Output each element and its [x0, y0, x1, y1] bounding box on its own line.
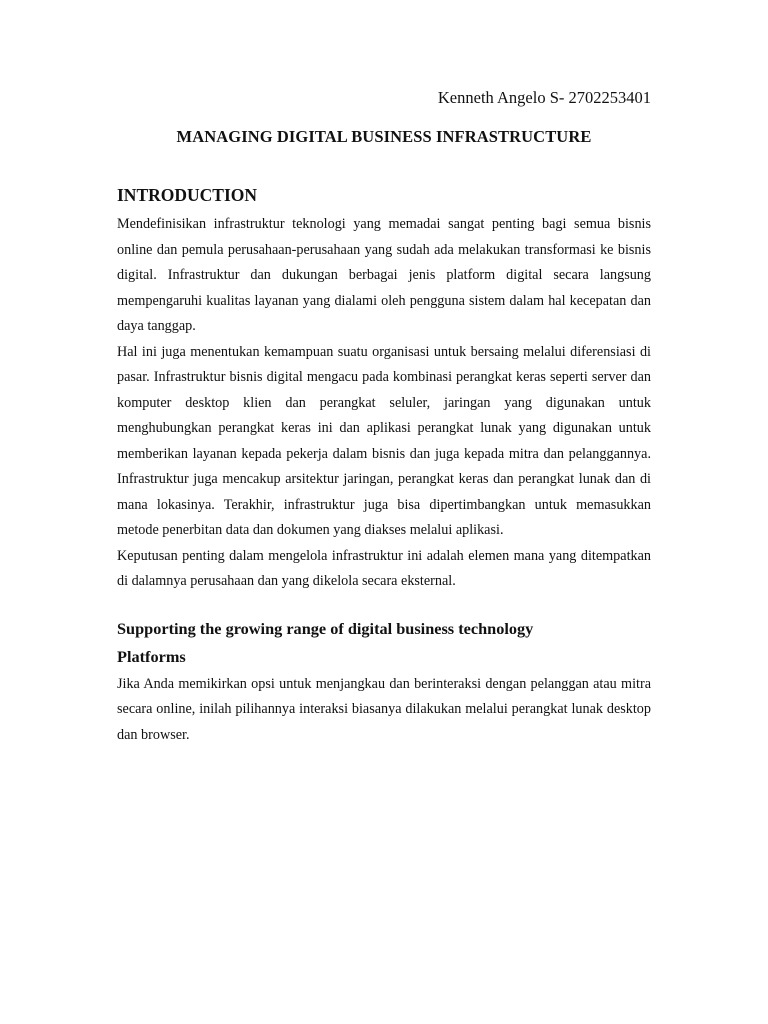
document-body: [117, 183, 651, 748]
section-heading-introduction: INTRODUCTION: [117, 185, 258, 205]
section-heading-platforms: Supporting the growing range of digital business technology: [117, 618, 534, 638]
paragraph: Hal ini juga menentukan kemampuan suatu organisasi untuk bersaing melalui diferensiasi di pasar. Infrastruktur bisnis digital mengacu pada kombinasi perangkat keras seperti server dan komputer desktop klien dan perangkat seluler, jaringan yang digunakan untuk menghubungkan perangkat keras ini dan aplikasi perangkat lunak yang digunakan untuk memberikan layanan kepada pekerja dalam bisnis dan juga kepada mitra dan pelanggannya. Infrastruktur juga mencakup arsitektur jaringan, perangkat keras dan perangkat lunak dan di mana lokasinya. Terakhir, infrastruktur juga bisa dipertimbangkan untuk memasukkan metode penerbitan data dan dokumen yang diakses melalui aplikasi.: [117, 343, 651, 538]
paragraph: Keputusan penting dalam mengelola infrastruktur ini adalah elemen mana yang ditempatkan di dalamnya perusahaan dan yang dikelola secara eksternal.: [117, 547, 651, 589]
document-title: MANAGING DIGITAL BUSINESS INFRASTRUCTURE: [176, 127, 592, 146]
paragraph: Jika Anda memikirkan opsi untuk menjangkau dan berinteraksi dengan pelanggan atau mitra secara online, inilah pilihannya interaksi biasanya dilakukan melalui perangkat lunak desktop dan browser.: [117, 675, 651, 743]
section-heading-platforms-line2: Platforms: [117, 646, 186, 666]
author-line: Kenneth Angelo S- 2702253401: [437, 88, 651, 107]
paragraph: Mendefinisikan infrastruktur teknologi yang memadai sangat penting bagi semua bisnis online dan pemula perusahaan-perusahaan yang sudah ada melakukan transformasi ke bisnis digital. Infrastruktur dan dukungan berbagai jenis platform digital secara langsung mempengaruhi kualitas layanan yang dialami oleh pengguna sistem dalam hal kecepatan dan daya tanggap.: [117, 216, 651, 334]
